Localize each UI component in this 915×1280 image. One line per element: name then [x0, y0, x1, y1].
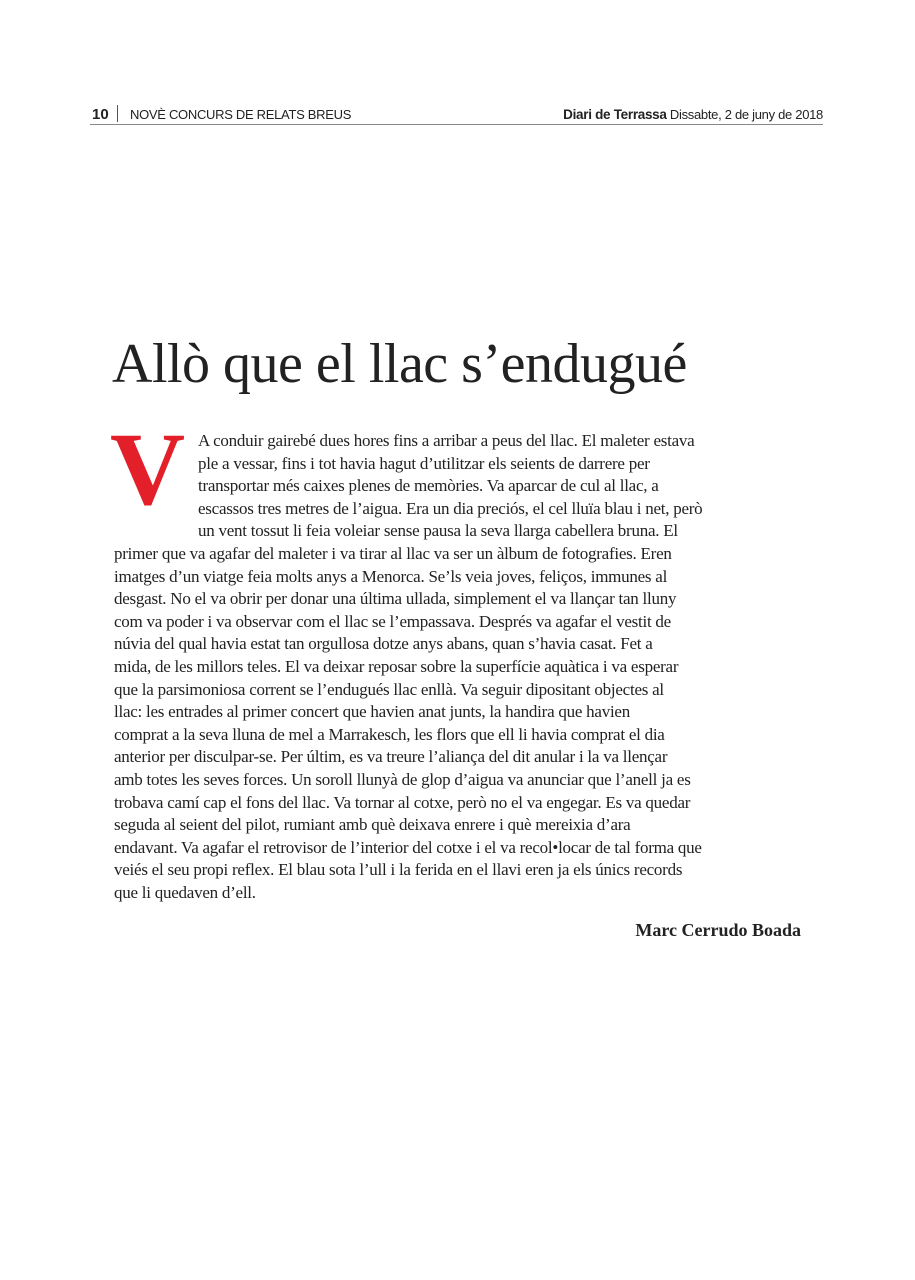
body-line: llac: les entrades al primer concert que havien anat junts, la handira que havien: [114, 702, 630, 722]
header-divider: [117, 105, 118, 122]
body-line: endavant. Va agafar el retrovisor de l’interior del cotxe i el va recol•locar de tal forma que: [114, 837, 702, 857]
body-line: imatges d’un viatge feia molts anys a Menorca. Se’ls veia joves, feliços, immunes al: [114, 566, 668, 586]
body-line: seguda al seient del pilot, rumiant amb què deixava enrere i què mereixia d’ara: [114, 815, 631, 835]
body-line: transportar més caixes plenes de memòries. Va aparcar de cul al llac, a: [198, 476, 659, 496]
body-line: A conduir gairebé dues hores fins a arribar a peus del llac. El maleter estava: [198, 431, 695, 450]
body-line: que la parsimoniosa corrent se l’endugués llac enllà. Va seguir dipositant objectes al: [114, 679, 664, 699]
body-line: anterior per disculpar-se. Per últim, es va treure l’aliança del dit anular i la va llençar: [114, 747, 668, 767]
body-line: veiés el seu propi reflex. El blau sota l’ull i la ferida en el llavi eren ja els únics records: [114, 860, 683, 880]
body-line: un vent tossut li feia voleiar sense pausa la seva llarga cabellera bruna. El: [198, 521, 678, 541]
section-title: NOVÈ CONCURS DE RELATS BREUS: [130, 107, 352, 122]
body-line: amb totes les seves forces. Un soroll llunyà de glop d’aigua va anunciar que l’anell ja es: [114, 769, 691, 789]
drop-cap: V: [110, 412, 186, 527]
body-line: mida, de les millors teles. El va deixar reposar sobre la superfície aquàtica i va esperar: [114, 656, 679, 676]
body-line: com va poder i va observar com el llac se l’empassava. Després va agafar el vestit de: [114, 611, 671, 631]
body-line: escassos tres metres de l’aigua. Era un dia preciós, el cel lluïa blau i net, però: [198, 498, 703, 518]
body-line: desgast. No el va obrir per donar una última ullada, simplement el va llançar tan lluny: [114, 589, 677, 609]
body-line: ple a vessar, fins i tot havia hagut d’utilitzar els seients de darrere per: [198, 453, 650, 473]
article-body: [114, 430, 702, 904]
author-name: Marc Cerrudo Boada: [635, 920, 801, 940]
body-line: núvia del qual havia estat tan orgullosa dotze anys abans, quan s’havia casat. Fet a: [114, 634, 653, 654]
page-header: [90, 104, 823, 125]
body-line: trobava camí cap el fons del llac. Va tornar al cotxe, però no el va engegar. Es va quedar: [114, 792, 691, 812]
body-line: que li quedaven d’ell.: [114, 882, 256, 902]
publication-name: Diari de Terrassa: [563, 107, 667, 122]
article-title: Allò que el llac s’endugué: [112, 333, 687, 395]
issue-date: Dissabte, 2 de juny de 2018: [669, 107, 823, 122]
page-number: 10: [92, 106, 109, 123]
body-line: comprat a la seva lluna de mel a Marrakesch, les flors que ell li havia comprat el dia: [114, 724, 665, 744]
masthead: [563, 107, 823, 122]
body-line: primer que va agafar del maleter i va tirar al llac va ser un àlbum de fotografies. Eren: [114, 543, 672, 563]
